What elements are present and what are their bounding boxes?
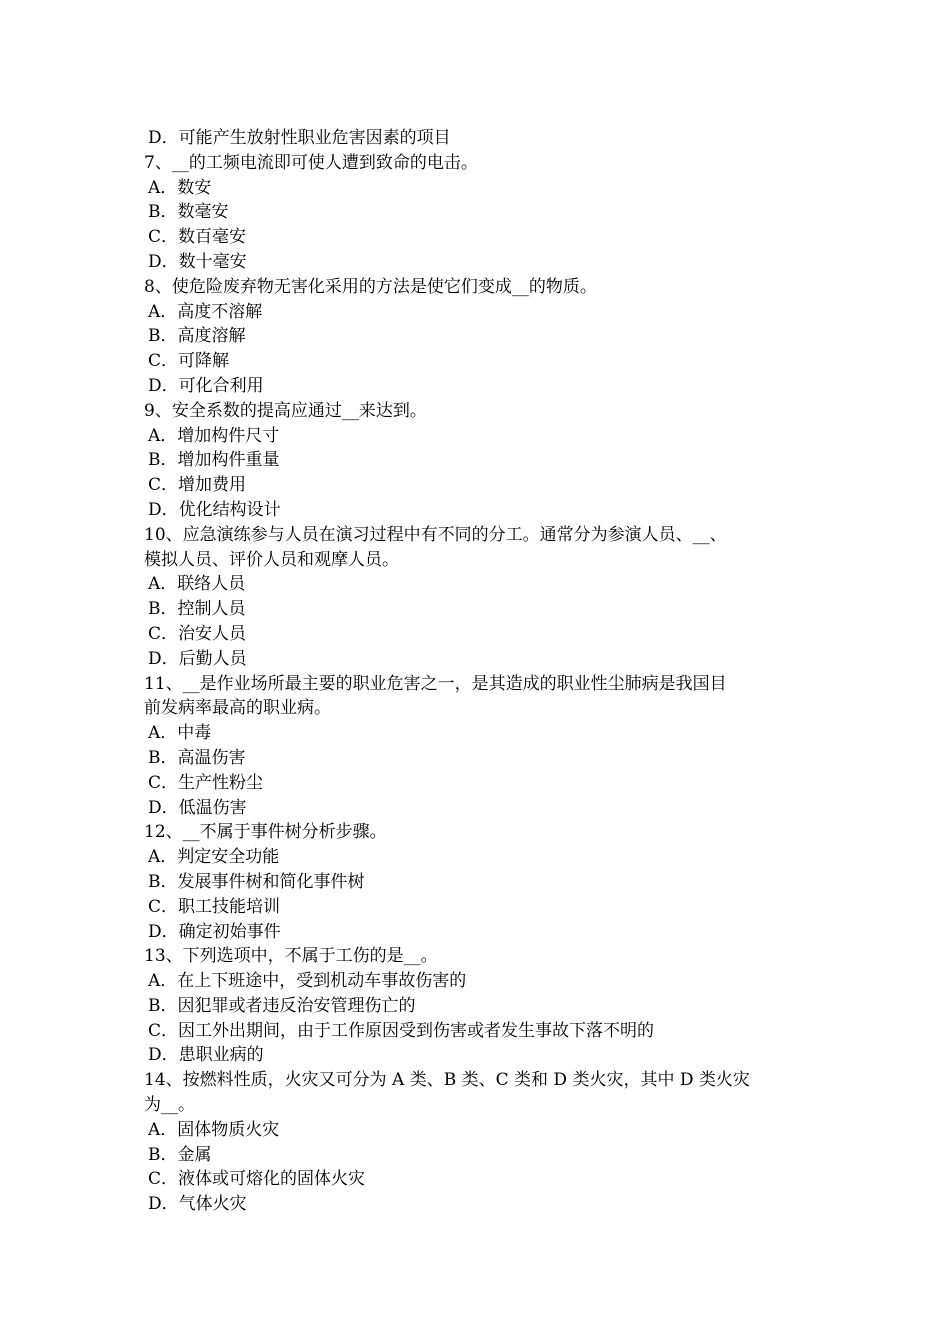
answer-option: D．确定初始事件 [148, 921, 281, 942]
answer-option: B．高度溶解 [148, 326, 246, 347]
answer-option: A．中毒 [148, 723, 212, 744]
question-text: 12、__不属于事件树分析步骤。 [144, 822, 387, 843]
answer-option: C．可降解 [148, 351, 230, 372]
question-text: 9、安全系数的提高应通过__来达到。 [144, 400, 427, 421]
answer-option: B．发展事件树和简化事件树 [148, 871, 365, 892]
question-text: 13、下列选项中，不属于工伤的是__。 [144, 946, 438, 967]
answer-option: B．因犯罪或者违反治安管理伤亡的 [148, 995, 416, 1016]
answer-option: B．增加构件重量 [148, 450, 280, 471]
question-text: 为__。 [144, 1095, 195, 1116]
answer-option: D．数十毫安 [148, 251, 247, 272]
answer-option: C．数百毫安 [148, 227, 247, 248]
question-text: 7、__的工频电流即可使人遭到致命的电击。 [144, 152, 478, 173]
answer-option: B．数毫安 [148, 202, 229, 223]
question-text: 前发病率最高的职业病。 [144, 698, 331, 719]
answer-option: B．控制人员 [148, 599, 246, 620]
answer-option: A．固体物质火灾 [148, 1119, 280, 1140]
answer-option: C．生产性粉尘 [148, 772, 264, 793]
answer-option: A．高度不溶解 [148, 301, 263, 322]
answer-option: D．后勤人员 [148, 648, 247, 669]
answer-option: A．增加构件尺寸 [148, 425, 280, 446]
answer-option: A．联络人员 [148, 574, 246, 595]
answer-option: C．治安人员 [148, 623, 247, 644]
answer-option: A．数安 [148, 177, 212, 198]
answer-option: D．优化结构设计 [148, 499, 281, 520]
answer-option: D．可能产生放射性职业危害因素的项目 [148, 128, 451, 148]
answer-option: D．气体火灾 [148, 1194, 247, 1215]
answer-option: C．因工外出期间，由于工作原因受到伤害或者发生事故下落不明的 [148, 1020, 655, 1041]
answer-option: D．患职业病的 [148, 1045, 264, 1066]
answer-option: B．金属 [148, 1144, 212, 1165]
answer-option: A．在上下班途中，受到机动车事故伤害的 [148, 971, 467, 992]
question-text: 11、__是作业场所最主要的职业危害之一，是其造成的职业性尘肺病是我国目 [144, 673, 727, 694]
answer-option: C．职工技能培训 [148, 896, 281, 917]
question-text: 8、使危险废弃物无害化采用的方法是使它们变成__的物质。 [144, 276, 597, 297]
question-list [144, 126, 814, 1217]
answer-option: B．高温伤害 [148, 747, 246, 768]
answer-option: C．增加费用 [148, 475, 247, 496]
question-text: 模拟人员、评价人员和观摩人员。 [144, 549, 399, 570]
question-text: 14、按燃料性质，火灾又可分为 A 类、B 类、C 类和 D 类火灾，其中 D 类火灾 [144, 1070, 750, 1091]
answer-option: A．判定安全功能 [148, 847, 280, 868]
answer-option: D．低温伤害 [148, 797, 247, 818]
answer-option: C．液体或可熔化的固体火灾 [148, 1169, 366, 1190]
answer-option: D．可化合利用 [148, 375, 264, 396]
question-text: 10、应急演练参与人员在演习过程中有不同的分工。通常分为参演人员、__、 [144, 524, 727, 545]
